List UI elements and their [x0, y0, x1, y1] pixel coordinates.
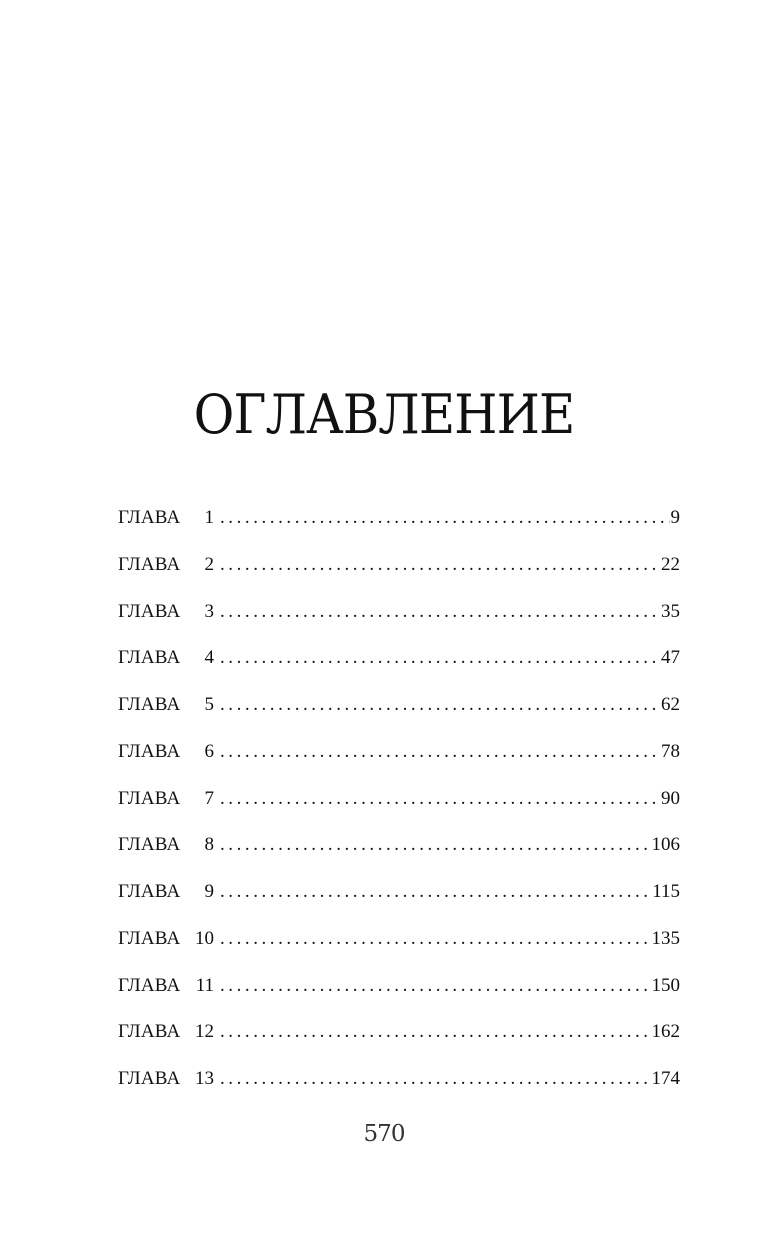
- toc-entry[interactable]: [118, 877, 680, 924]
- toc-leader-dots: [220, 877, 651, 907]
- toc-entry[interactable]: [118, 1017, 680, 1064]
- toc-chapter-number: 1: [204, 507, 214, 528]
- page-title: ОГЛАВЛЕНИЕ: [193, 383, 575, 447]
- toc-chapter-number: 2: [204, 553, 214, 575]
- toc-entry[interactable]: [118, 1064, 680, 1111]
- toc-page-number: 78: [661, 740, 680, 762]
- toc-chapter-label: ГЛАВА: [118, 1021, 181, 1043]
- toc-entry[interactable]: [118, 784, 680, 831]
- toc-page-number: 22: [661, 553, 680, 575]
- toc-entry[interactable]: [118, 643, 680, 690]
- toc-chapter-number: 5: [204, 694, 214, 715]
- toc-leader-dots: [220, 737, 660, 767]
- toc-chapter-label: ГЛАВА: [118, 787, 181, 809]
- toc-chapter-label: ГЛАВА: [118, 927, 181, 949]
- toc-chapter-number: 13: [195, 1068, 214, 1089]
- toc-leader-dots: [220, 690, 660, 720]
- toc-entry[interactable]: [118, 971, 680, 1018]
- toc-page-number: 135: [651, 927, 680, 949]
- toc-chapter-label: ГЛАВА: [118, 647, 181, 669]
- toc-entry[interactable]: [118, 550, 680, 597]
- toc-chapter-label: ГЛАВА: [118, 740, 181, 762]
- toc-leader-dots: [220, 924, 651, 954]
- toc-chapter-number: 9: [204, 881, 214, 902]
- toc-chapter-label: ГЛАВА: [118, 974, 181, 996]
- toc-entry[interactable]: [118, 503, 680, 550]
- toc-leader-dots: [220, 784, 660, 814]
- toc-leader-dots: [220, 971, 651, 1001]
- toc-leader-dots: [220, 643, 660, 673]
- toc-entry[interactable]: [118, 924, 680, 971]
- toc-entry[interactable]: [118, 690, 680, 737]
- toc-page-number: 90: [661, 787, 680, 809]
- toc-chapter-number: 11: [195, 974, 214, 996]
- toc-page-number: 115: [652, 881, 680, 902]
- page-number: 570: [363, 1121, 405, 1147]
- toc-chapter-label: ГЛАВА: [118, 1068, 181, 1089]
- toc-chapter-number: 3: [204, 600, 214, 622]
- toc-page-number: 174: [651, 1068, 680, 1089]
- toc-chapter-label: ГЛАВА: [118, 507, 181, 528]
- toc-leader-dots: [220, 597, 660, 627]
- toc-page-number: 62: [661, 694, 680, 715]
- toc-chapter-number: 7: [204, 787, 214, 809]
- toc-entry[interactable]: [118, 830, 680, 877]
- toc-chapter-label: ГЛАВА: [118, 600, 181, 622]
- toc-chapter-label: ГЛАВА: [118, 834, 181, 856]
- toc-chapter-label: ГЛАВА: [118, 694, 181, 715]
- toc-chapter-number: 4: [204, 647, 214, 669]
- toc-entry[interactable]: [118, 597, 680, 644]
- toc-leader-dots: [220, 550, 660, 580]
- toc-page-number: 35: [661, 600, 680, 622]
- toc-chapter-number: 12: [195, 1021, 214, 1043]
- toc-chapter-number: 10: [195, 927, 214, 949]
- toc-page-number: 9: [670, 507, 680, 528]
- toc-chapter-number: 8: [204, 834, 214, 856]
- toc-chapter-label: ГЛАВА: [118, 881, 181, 902]
- toc-leader-dots: [220, 830, 651, 860]
- toc-chapter-number: 6: [204, 740, 214, 762]
- toc-page-number: 150: [651, 974, 680, 996]
- toc-leader-dots: [220, 1017, 651, 1047]
- toc-page-number: 106: [651, 834, 680, 856]
- toc-chapter-label: ГЛАВА: [118, 553, 181, 575]
- toc-entry[interactable]: [118, 737, 680, 784]
- toc-leader-dots: [220, 503, 670, 533]
- table-of-contents: [118, 503, 680, 1111]
- toc-page-number: 47: [661, 647, 680, 669]
- toc-leader-dots: [220, 1064, 651, 1094]
- toc-page-number: 162: [651, 1021, 680, 1043]
